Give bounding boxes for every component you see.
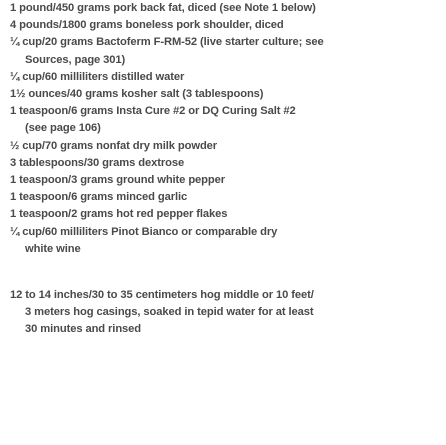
ingredient-line: 1 pound/450 grams pork back fat, diced (see Note 1 below) (10, 2, 316, 14)
ingredient-item (10, 34, 440, 68)
ingredient-line: ½ cup/70 grams nonfat dry milk powder (10, 139, 218, 152)
ingredient-line: 1 teaspoon/3 grams ground white pepper (10, 174, 226, 187)
ingredient-item (10, 86, 440, 103)
ingredient-line: 3 tablespoons/30 grams dextrose (10, 156, 185, 169)
ingredient-line-continuation: (see page 106) (25, 122, 101, 135)
casing-ingredient-list (10, 287, 440, 339)
ingredient-item (10, 17, 440, 34)
ingredient-list (10, 0, 440, 258)
ingredient-item (10, 138, 440, 155)
ingredient-item (10, 206, 440, 223)
ingredient-line: 12 to 14 inches/30 to 35 centimeters hog middle or 10 feet/ (10, 289, 314, 302)
ingredient-item (10, 0, 440, 17)
ingredient-line: 1 teaspoon/2 grams hot red pepper flakes (10, 208, 228, 221)
ingredient-line: 1½ ounces/40 grams kosher salt (3 tablespoons) (10, 88, 264, 101)
ingredient-item (10, 224, 440, 258)
recipe-ingredients-page (10, 0, 440, 339)
ingredient-line: 1 teaspoon/6 grams Insta Cure #2 or DQ Curing Salt #2 (10, 105, 296, 118)
ingredient-item (10, 189, 440, 206)
ingredient-line: ¼ cup/60 milliliters Pinot Bianco or comparable dry (10, 225, 278, 238)
ingredient-item (10, 172, 440, 189)
ingredient-line: ¼ cup/60 milliliters distilled water (10, 70, 185, 83)
ingredient-item (10, 69, 440, 86)
ingredient-line-continuation: white wine (25, 242, 81, 255)
ingredient-line: ¼ cup/20 grams Bactoferm F-RM-52 (live starter culture; see (10, 36, 324, 49)
ingredient-item (10, 103, 440, 137)
ingredient-line-continuation: 3 meters hog casings, soaked in tepid water for at least (25, 306, 314, 319)
ingredient-line: 1 teaspoon/6 grams minced garlic (10, 191, 188, 204)
ingredient-line: 4 pounds/1800 grams boneless pork shoulder, diced (10, 19, 284, 32)
ingredient-line-continuation: Sources, page 301) (25, 53, 126, 66)
ingredient-item (10, 155, 440, 172)
ingredient-item (10, 287, 440, 339)
ingredient-line-continuation: 30 minutes and rinsed (25, 323, 142, 336)
